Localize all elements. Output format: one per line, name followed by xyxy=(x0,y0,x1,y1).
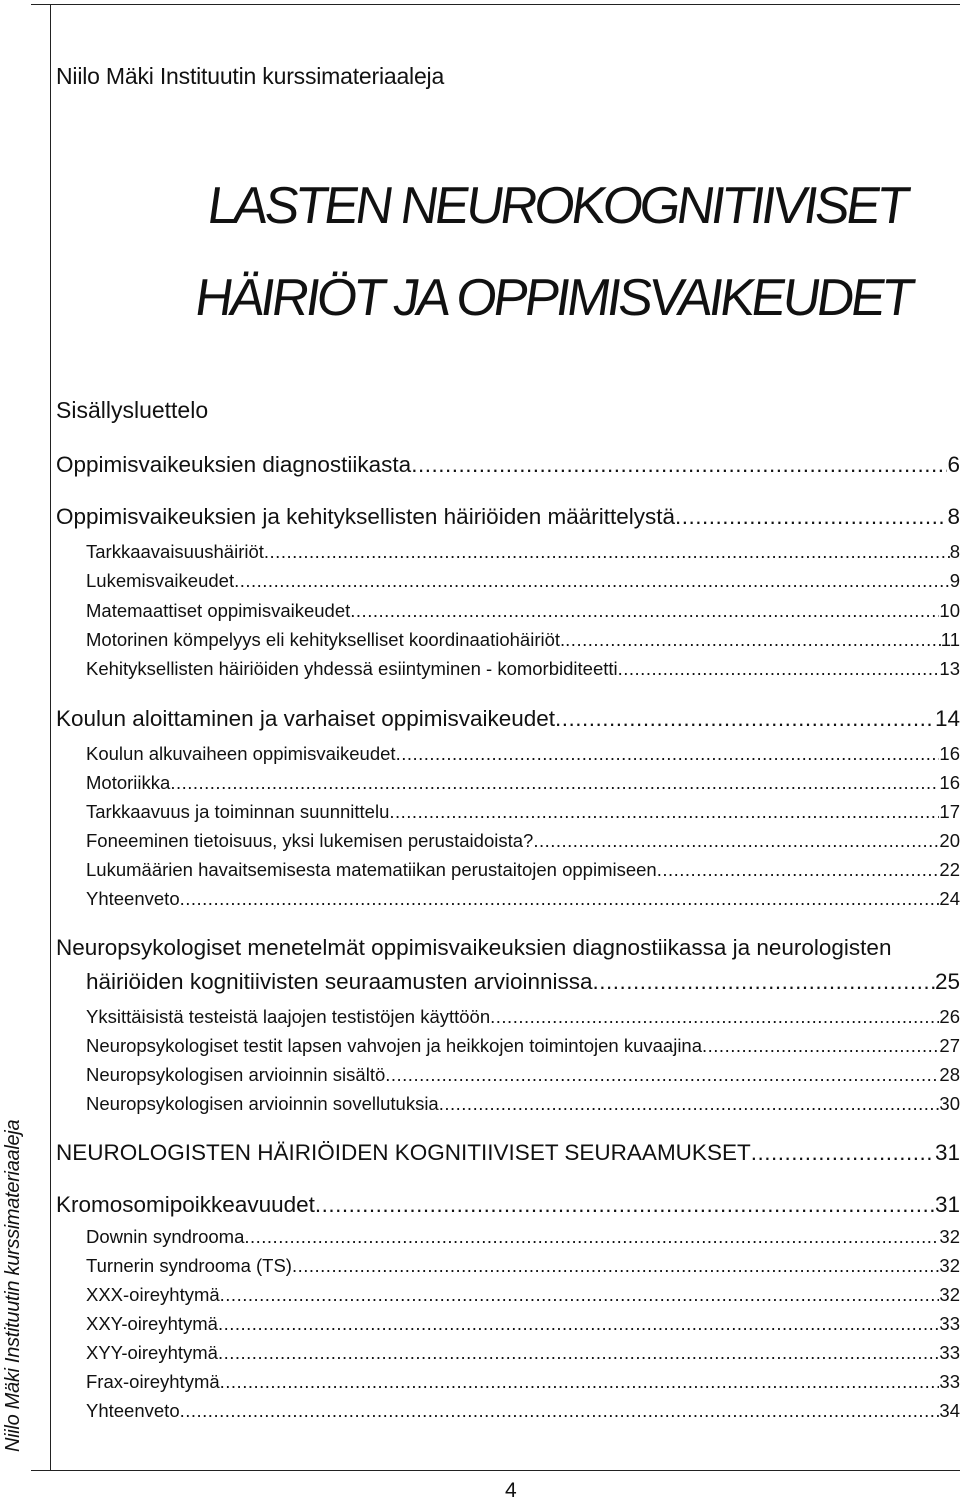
toc-entry-page: 14 xyxy=(934,706,960,731)
toc-entry-page: 32 xyxy=(939,1284,960,1305)
dot-leader xyxy=(565,629,941,651)
toc-entry[interactable] xyxy=(86,1400,960,1422)
dot-leader xyxy=(396,743,940,765)
toc-entry-title: häiriöiden kognitiivisten seuraamusten arvioinnissa xyxy=(86,969,593,994)
toc-entry[interactable] xyxy=(86,801,960,823)
toc-entry[interactable] xyxy=(56,452,960,478)
toc-entry[interactable] xyxy=(86,888,960,910)
toc-entry[interactable] xyxy=(86,1035,960,1057)
toc-entry-title: XXX-oireyhtymä xyxy=(86,1284,220,1305)
toc-entry[interactable] xyxy=(86,1064,960,1086)
toc-entry-page: 32 xyxy=(939,1255,960,1276)
toc-entry[interactable] xyxy=(86,743,960,765)
toc-entry-title: Kehityksellisten häiriöiden yhdessä esiintyminen - komorbiditeetti xyxy=(86,658,618,679)
page-number: 4 xyxy=(505,1479,517,1502)
toc-entry[interactable] xyxy=(86,859,960,881)
dot-leader xyxy=(385,1064,939,1086)
dot-leader xyxy=(555,706,935,732)
toc-entry-title: Frax-oireyhtymä xyxy=(86,1371,220,1392)
toc-entry-title: XXY-oireyhtymä xyxy=(86,1313,218,1334)
page-header: Niilo Mäki Instituutin kurssimateriaaleja xyxy=(56,63,445,89)
toc-entry[interactable] xyxy=(86,541,960,563)
toc-entry-title: Lukemisvaikeudet xyxy=(86,570,235,591)
toc-entry[interactable] xyxy=(86,1255,960,1277)
toc-entry-title: XYY-oireyhtymä xyxy=(86,1342,218,1363)
toc-entry-title: Yhteenveto xyxy=(86,888,180,909)
dot-leader xyxy=(244,1226,939,1248)
toc-entry[interactable] xyxy=(86,969,960,995)
toc-entry-page: 20 xyxy=(939,830,960,851)
toc-entry-page: 27 xyxy=(939,1035,960,1056)
toc-entry[interactable] xyxy=(86,1093,960,1115)
toc-entry[interactable] xyxy=(86,629,960,651)
toc-entry[interactable] xyxy=(86,1284,960,1306)
dot-leader xyxy=(657,859,940,881)
dot-leader xyxy=(315,1192,935,1218)
toc-entry[interactable] xyxy=(86,830,960,852)
toc-entry-title: Motoriikka xyxy=(86,772,171,793)
toc-entry-page: 11 xyxy=(940,629,960,650)
toc-entry[interactable] xyxy=(56,1192,960,1218)
toc-entry[interactable] xyxy=(86,772,960,794)
toc-entry[interactable] xyxy=(86,1342,960,1364)
toc-entry-title: NEUROLOGISTEN HÄIRIÖIDEN KOGNITIIVISET SEURAAMUKSET xyxy=(56,1140,751,1165)
toc-entry-page: 33 xyxy=(939,1371,960,1392)
dot-leader xyxy=(234,570,950,592)
dot-leader xyxy=(218,1342,939,1364)
dot-leader xyxy=(490,1006,939,1028)
dot-leader xyxy=(220,1284,940,1306)
dot-leader xyxy=(751,1140,935,1166)
toc-entry-title: Lukumäärien havaitsemisesta matematiikan perustaitojen oppimiseen xyxy=(86,859,657,880)
toc-entry[interactable] xyxy=(56,706,960,732)
dot-leader xyxy=(702,1035,939,1057)
toc-entry-title: Oppimisvaikeuksien diagnostiikasta xyxy=(56,452,412,477)
toc-entry-title: Yksittäisistä testeistä laajojen testistöjen käyttöön xyxy=(86,1006,491,1027)
dot-leader xyxy=(292,1255,939,1277)
left-rule xyxy=(50,4,51,1470)
toc-entry-page: 13 xyxy=(939,658,960,679)
toc-entry-title: Tarkkaavuus ja toiminnan suunnittelu xyxy=(86,801,390,822)
toc-entry-page: 34 xyxy=(939,1400,960,1421)
dot-leader xyxy=(180,888,940,910)
sidebar-vertical-text: Niilo Mäki Instituutin kurssimateriaaleja xyxy=(2,1119,24,1452)
toc-entry-page: 16 xyxy=(939,743,960,764)
dot-leader xyxy=(411,452,947,478)
toc-entry-page: 9 xyxy=(949,570,960,591)
toc-entry[interactable] xyxy=(56,1140,960,1166)
toc-entry-page: 24 xyxy=(939,888,960,909)
toc-entry-title: Matemaattiset oppimisvaikeudet xyxy=(86,600,351,621)
dot-leader xyxy=(180,1400,940,1422)
toc-entry-title: Turnerin syndrooma (TS) xyxy=(86,1255,292,1276)
dot-leader xyxy=(533,830,939,852)
toc-entry[interactable] xyxy=(86,1371,960,1393)
toc-entry-page: 30 xyxy=(939,1093,960,1114)
toc-entry[interactable] xyxy=(86,658,960,680)
toc-entry-title: Yhteenveto xyxy=(86,1400,180,1421)
toc-entry[interactable] xyxy=(86,1313,960,1335)
toc-entry-title: Downin syndrooma xyxy=(86,1226,245,1247)
toc-entry-title: Neuropsykologiset testit lapsen vahvojen ja heikkojen toimintojen kuvaajina xyxy=(86,1035,703,1056)
toc-entry-page: 17 xyxy=(939,801,960,822)
toc-entry-page: 6 xyxy=(947,452,960,477)
document-title xyxy=(113,160,913,344)
toc-entry-title: Koulun alkuvaiheen oppimisvaikeudet xyxy=(86,743,396,764)
toc-entry-page: 25 xyxy=(934,969,960,994)
toc-entry-title: Kromosomipoikkeavuudet xyxy=(56,1192,315,1217)
toc-entry-page: 22 xyxy=(939,859,960,880)
dot-leader xyxy=(218,1313,939,1335)
toc-entry[interactable] xyxy=(86,1006,960,1028)
toc-entry-title: Motorinen kömpelyys eli kehitykselliset koordinaatiohäiriöt. xyxy=(86,629,566,650)
toc-entry-page: 10 xyxy=(939,600,960,621)
toc-entry-page: 8 xyxy=(949,541,960,562)
toc-entry[interactable] xyxy=(86,600,960,622)
toc-entry-page: 33 xyxy=(939,1313,960,1334)
toc-entry-title: Koulun aloittaminen ja varhaiset oppimisvaikeudet xyxy=(56,706,556,731)
dot-leader xyxy=(170,772,939,794)
dot-leader xyxy=(264,541,950,563)
toc-entry-page: 33 xyxy=(939,1342,960,1363)
top-rule xyxy=(31,4,960,5)
toc-entry-page: 31 xyxy=(934,1192,960,1217)
toc-entry[interactable] xyxy=(56,504,960,530)
dot-leader xyxy=(593,969,935,995)
toc-entry-page: 26 xyxy=(939,1006,960,1027)
dot-leader xyxy=(675,504,947,530)
dot-leader xyxy=(389,801,939,823)
toc-entry-title: Foneeminen tietoisuus, yksi lukemisen perustaidoista? xyxy=(86,830,534,851)
toc-entry-page: 31 xyxy=(934,1140,960,1165)
toc-entry-page: 32 xyxy=(939,1226,960,1247)
dot-leader xyxy=(618,658,940,680)
title-line-1: LASTEN NEUROKOGNITIIVISET xyxy=(206,177,908,235)
toc-entry-title: Neuropsykologisen arvioinnin sovellutuksia xyxy=(86,1093,439,1114)
bottom-rule xyxy=(31,1470,960,1471)
toc-entry-page: 8 xyxy=(947,504,960,529)
toc-entry[interactable] xyxy=(86,570,960,592)
toc-entry-page: 28 xyxy=(939,1064,960,1085)
dot-leader xyxy=(439,1093,940,1115)
title-line-2: HÄIRIÖT JA OPPIMISVAIKEUDET xyxy=(193,269,912,327)
toc-entry-title: Tarkkaavaisuushäiriöt xyxy=(86,541,264,562)
dot-leader xyxy=(220,1371,940,1393)
toc-entry-page: 16 xyxy=(939,772,960,793)
toc-heading: Sisällysluettelo xyxy=(56,397,209,423)
toc-entry-title: Neuropsykologisen arvioinnin sisältö xyxy=(86,1064,386,1085)
dot-leader xyxy=(350,600,939,622)
toc-entry[interactable] xyxy=(86,1226,960,1248)
toc-entry-first-line[interactable]: Neuropsykologiset menetelmät oppimisvaikeuksien diagnostiikassa ja neurologisten xyxy=(56,935,892,960)
toc-entry-title: Oppimisvaikeuksien ja kehityksellisten häiriöiden määrittelystä xyxy=(56,504,676,529)
